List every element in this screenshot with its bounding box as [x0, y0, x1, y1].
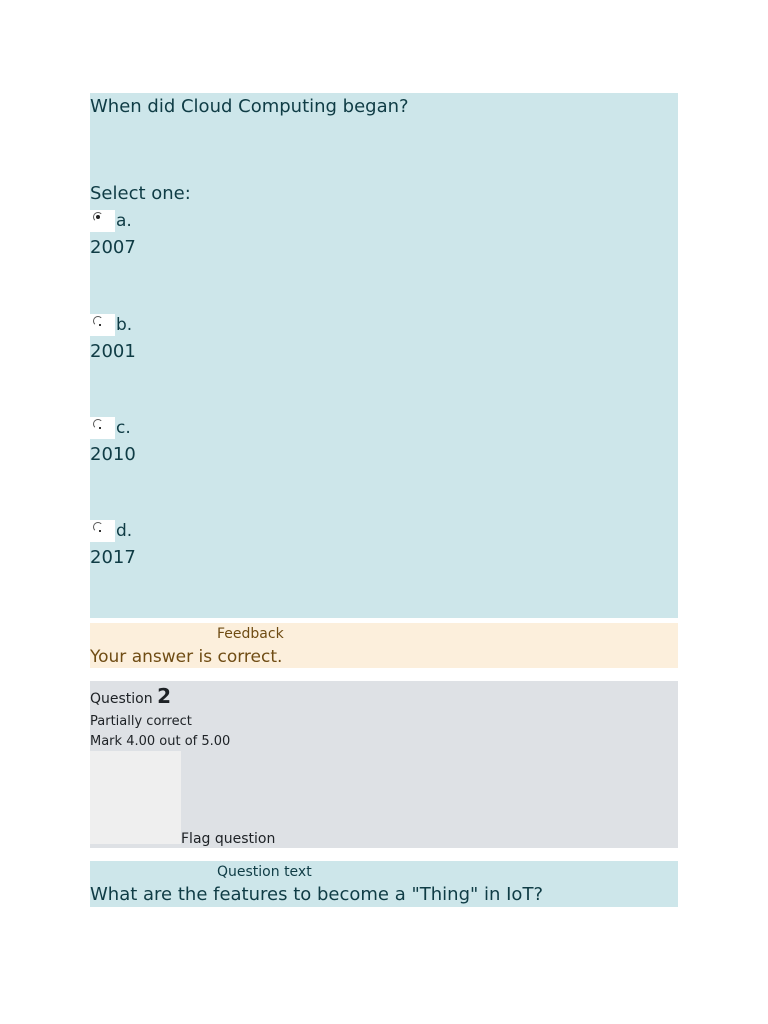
radio-button-b[interactable] [90, 314, 115, 336]
question-heading-prefix: Question [90, 691, 158, 707]
question-2-info [90, 681, 678, 848]
answer-option-a[interactable] [90, 208, 290, 260]
answer-option-d[interactable] [90, 518, 290, 570]
feedback-panel [90, 623, 678, 668]
answer-option-c[interactable] [90, 415, 290, 467]
question-1-content [90, 93, 678, 618]
question-text-label: Question text [217, 864, 312, 880]
question-2-text: What are the features to become a "Thing" in IoT? [90, 884, 543, 905]
option-letter: c. [116, 418, 131, 438]
option-value: 2010 [90, 444, 136, 465]
question-2-content [90, 861, 678, 907]
question-state: Partially correct [90, 714, 192, 729]
radio-dot [99, 427, 101, 429]
question-1-text: When did Cloud Computing began? [90, 96, 409, 117]
question-mark: Mark 4.00 out of 5.00 [90, 734, 231, 749]
radio-button-d[interactable] [90, 520, 115, 542]
option-letter: a. [116, 211, 132, 231]
option-letter: b. [116, 315, 133, 335]
answer-option-b[interactable] [90, 312, 290, 364]
radio-unchecked-icon [93, 316, 103, 326]
question-2-heading [90, 685, 171, 710]
radio-unchecked-icon [93, 419, 103, 429]
feedback-text: Your answer is correct. [90, 647, 283, 667]
radio-checked-icon [93, 212, 103, 222]
radio-button-c[interactable] [90, 417, 115, 439]
flag-icon-area[interactable] [90, 751, 181, 844]
select-one-prompt: Select one: [90, 183, 191, 204]
feedback-label: Feedback [217, 626, 284, 642]
radio-unchecked-icon [93, 522, 103, 532]
radio-button-a[interactable] [90, 210, 115, 232]
option-value: 2007 [90, 237, 136, 258]
radio-dot [99, 530, 101, 532]
option-letter: d. [116, 521, 133, 541]
option-value: 2017 [90, 547, 136, 568]
radio-dot [99, 324, 101, 326]
question-number: 2 [157, 684, 171, 708]
flag-question-link[interactable]: Flag question [181, 831, 276, 847]
option-value: 2001 [90, 341, 136, 362]
